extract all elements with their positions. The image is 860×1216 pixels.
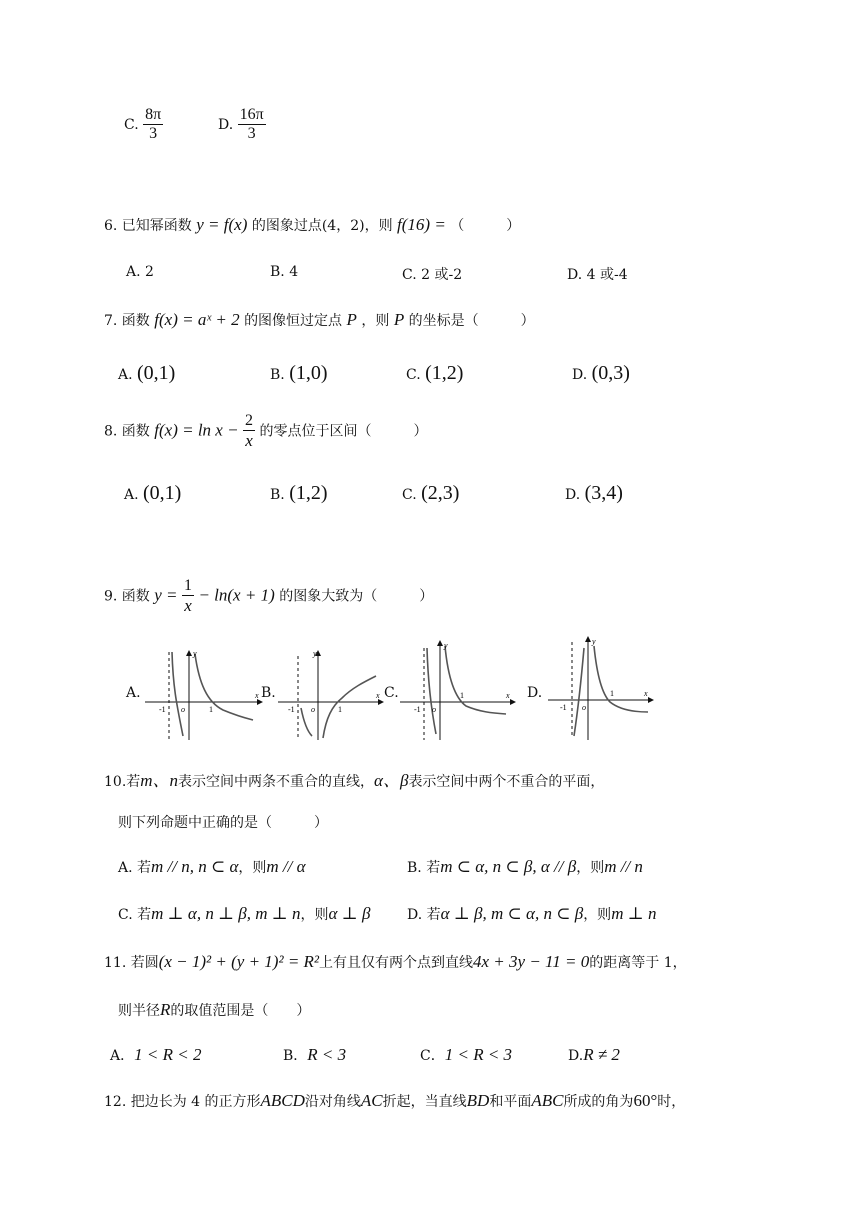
q11-stem-line1: 11. 若圆(x − 1)² + (y + 1)² = R²上有且仅有两个点到直线4x + 3y − 11 = 0的距离等于 1， [104, 952, 687, 971]
q9-option-d-label: D. [527, 685, 543, 701]
q5-option-d [218, 106, 266, 144]
q6-stem: 6. 已知幂函数 y = f(x) 的图象过点(4，2)，则 f(16) = （ ） [104, 215, 521, 234]
q9-option-a-label: A. [126, 685, 141, 701]
q6-function-value: f(16) = [397, 215, 446, 234]
q8-stem: 8. 函数 f(x) = ln x − $\frac{2}{x}$ 的零点位于区间（ ） [104, 412, 428, 451]
q9-graph-a-one: 1 [209, 705, 213, 714]
q6-option-a: A. 2 [126, 264, 154, 280]
q8-option-b: B. (1,2) [270, 482, 328, 504]
q6-function: y = f(x) [196, 215, 248, 234]
q8-fraction: $\frac{2}{x}$ [245, 412, 254, 451]
q9-fraction: $\frac{1}{x}$ [184, 577, 192, 616]
q10-option-c: C. 若m ⊥ α, n ⊥ β, m ⊥ n，则α ⊥ β [118, 904, 371, 923]
q7-option-d: D. (0,3) [572, 362, 630, 384]
q11-stem-line2: 则半径R的取值范围是（ ） [118, 1000, 311, 1019]
q8-option-a: A. (0,1) [124, 482, 182, 504]
q10-stem-line1: 10.若m、n表示空间中两条不重合的直线，α、β表示空间中两个不重合的平面， [104, 771, 605, 790]
q9-graph-c-origin: o [432, 705, 436, 714]
q9-graph-c-neg1: -1 [414, 705, 421, 714]
q9-graph-b-y-label: y [313, 649, 317, 658]
q5-option-c-fraction: $\frac{8\pi}{3}$ [145, 106, 162, 143]
q11-option-a: A．1 < R < 2 [110, 1045, 202, 1064]
q9-graph-a-x-label: x [255, 691, 259, 700]
q9-option-c-label: C. [384, 685, 399, 701]
q5-option-c [124, 106, 163, 144]
q5-option-c-label: C. [124, 116, 139, 133]
q9-stem: 9. 函数 y = $\frac{1}{x}$ − ln(x + 1) 的图象大致为（ ） [104, 577, 434, 616]
q9-graph-a [145, 648, 263, 740]
q9-graph-d-origin: o [582, 703, 586, 712]
q9-graph-c-y-label: y [444, 641, 448, 650]
q9-graph-b-x-label: x [376, 691, 380, 700]
q9-graph-a-y-label: y [193, 649, 197, 658]
q7-option-c: C. (1,2) [406, 362, 464, 384]
q6-option-c: C. 2 或-2 [402, 267, 463, 283]
q9-graph-d [548, 634, 656, 740]
q8-option-d: D. (3,4) [565, 482, 623, 504]
q9-graph-c-x-label: x [506, 691, 510, 700]
q10-option-d: D. 若α ⊥ β, m ⊂ α, n ⊂ β，则m ⊥ n [407, 904, 657, 923]
q10-stem-line2: 则下列命题中正确的是（ ） [118, 815, 328, 831]
q5-option-d-label: D. [218, 116, 234, 133]
q7-stem: 7. 函数 f(x) = aˣ + 2 的图像恒过定点 P ，则 P 的坐标是（ ） [104, 310, 535, 329]
q9-graph-d-neg1: -1 [560, 703, 567, 712]
q11-circle-equation: (x − 1)² + (y + 1)² = R² [158, 952, 320, 971]
q9-graph-a-neg1: -1 [159, 705, 166, 714]
q9-graph-b [278, 648, 384, 740]
q11-option-b: B．R < 3 [283, 1045, 347, 1064]
q9-graph-c-one: 1 [460, 691, 464, 700]
q11-option-c: C．1 < R < 3 [420, 1045, 513, 1064]
q9-graph-d-x-label: x [644, 689, 648, 698]
q8-function: f(x) = ln x − [154, 420, 239, 440]
q7-function: f(x) = aˣ + 2 [154, 310, 240, 329]
q7-option-a: A. (0,1) [118, 362, 176, 384]
q10-option-a: A. 若m // n, n ⊂ α，则m // α [118, 857, 306, 876]
q10-option-b: B. 若m ⊂ α, n ⊂ β, α // β，则m // n [407, 857, 643, 876]
q6-option-d: D. 4 或-4 [567, 267, 628, 283]
q9-graph-d-one: 1 [610, 689, 614, 698]
q8-option-c: C. (2,3) [402, 482, 460, 504]
q9-graph-b-one: 1 [338, 705, 342, 714]
q7-option-b: B. (1,0) [270, 362, 328, 384]
q9-graph-b-neg1: -1 [288, 705, 295, 714]
q11-line-equation: 4x + 3y − 11 = 0 [473, 952, 590, 971]
q9-graph-a-origin: o [181, 705, 185, 714]
q6-option-b: B. 4 [270, 264, 299, 280]
q9-graph-d-y-label: y [592, 637, 596, 646]
q9-graph-b-origin: o [311, 705, 315, 714]
q11-option-d: D.R ≠ 2 [568, 1045, 620, 1064]
q9-option-b-label: B. [261, 685, 276, 701]
q5-option-d-fraction: $\frac{16\pi}{3}$ [239, 106, 264, 143]
q12-stem: 12. 把边长为 4 的正方形ABCD沿对角线AC折起，当直线BD和平面ABC所成的角为60°时， [104, 1091, 686, 1110]
q9-graph-c [400, 638, 518, 740]
